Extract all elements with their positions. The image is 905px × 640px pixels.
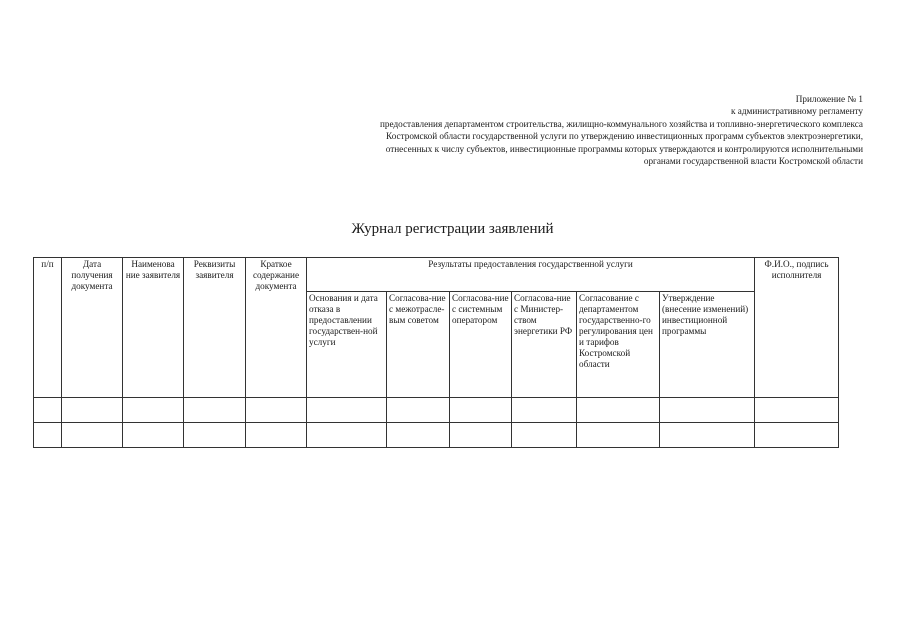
appendix-line: органами государственной власти Костромской области (643, 156, 863, 167)
header-summary: Краткое содержание документа (246, 258, 307, 398)
page-title: Журнал регистрации заявлений (351, 221, 554, 237)
header-applicant-name: Наименова ние заявителя (123, 258, 184, 398)
table-row (34, 398, 839, 423)
table-row (34, 423, 839, 448)
appendix-line: Приложение № 1 (795, 94, 863, 104)
appendix-line: отнесенных к числу субъектов, инвестиционные программы которых утверждаются и контролируются исполнительными (385, 143, 863, 154)
header-pp: п/п (34, 258, 62, 398)
subheader-interindustry-council: Согласова-ние с межотрасле-вым советом (387, 292, 450, 398)
appendix-line: предоставления департаментом строительства, жилищно-коммунального хозяйства и топливно-энергетического комплекса (380, 118, 863, 129)
header-executor: Ф.И.О., подпись исполнителя (755, 258, 839, 398)
header-date: Дата получения документа (62, 258, 123, 398)
subheader-system-operator: Согласова-ние с системным оператором (450, 292, 512, 398)
subheader-tariff-department: Согласование с департаментом государственно-го регулирования цен и тарифов Костромской области (577, 292, 660, 398)
appendix-line: Костромской области государственной услуги по утверждению инвестиционных программ субъектов электроэнергетики, (386, 131, 863, 142)
subheader-refusal-grounds: Основания и дата отказа в предоставлении государствен-ной услуги (307, 292, 387, 398)
registration-journal-table (33, 257, 839, 448)
appendix-line: к административному регламенту (731, 106, 863, 117)
subheader-program-approval: Утверждение (внесение изменений) инвестиционной программы (660, 292, 755, 398)
header-requisites: Реквизиты заявителя (184, 258, 246, 398)
subheader-ministry: Согласова-ние с Министер-ством энергетики РФ (512, 292, 577, 398)
appendix-header (263, 93, 863, 167)
table-header-row (34, 258, 839, 292)
header-results: Результаты предоставления государственной услуги (307, 258, 755, 292)
